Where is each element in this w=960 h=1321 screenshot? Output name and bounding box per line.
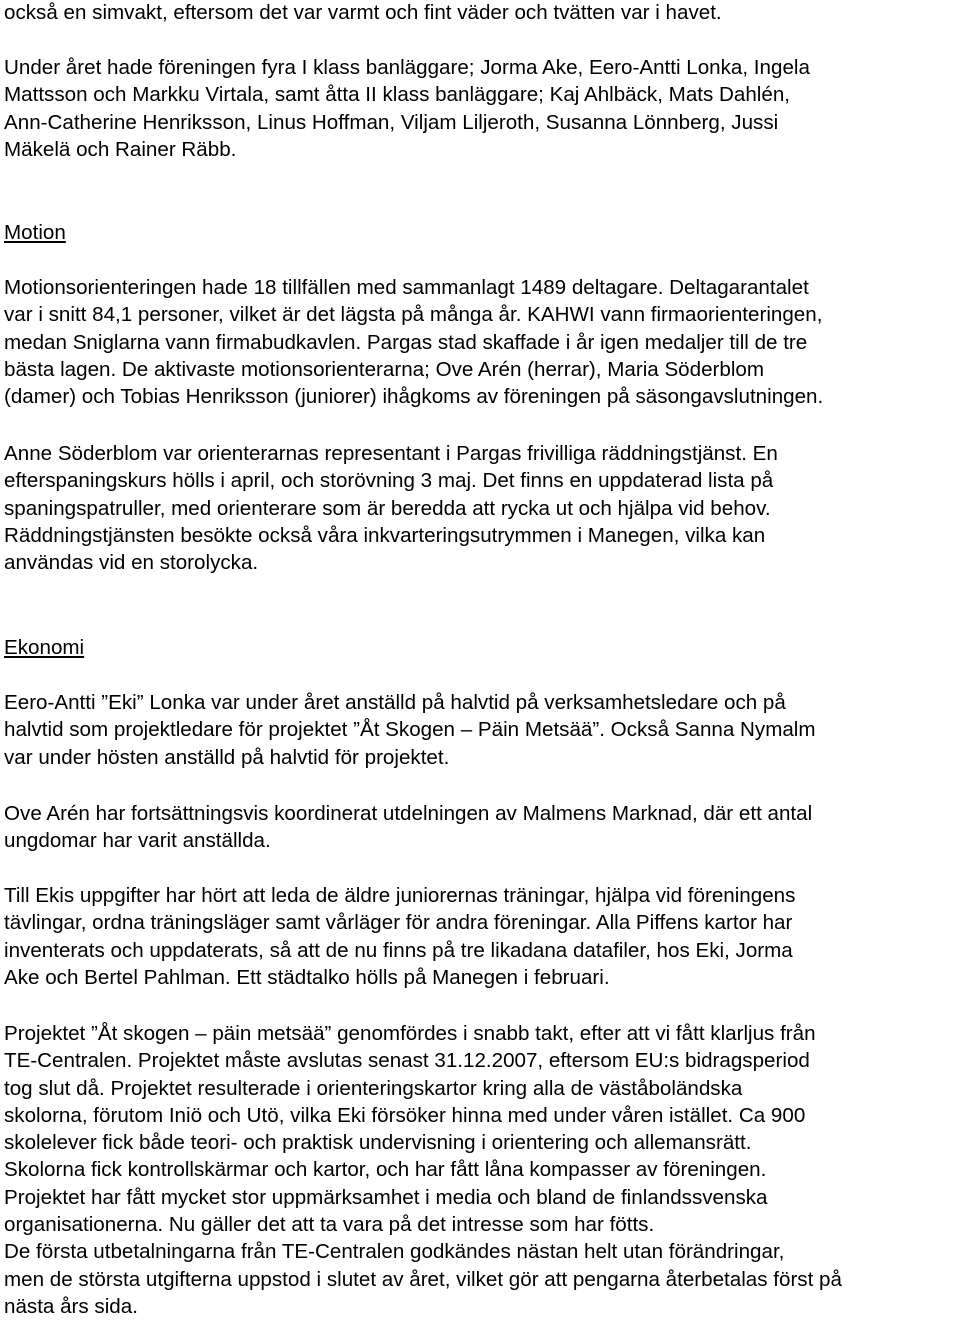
ekonomi-paragraph-3: Till Ekis uppgifter har hört att leda de äldre juniorernas träningar, hjälpa vid föreningens tävlingar, ordna träningsläger samt vårläger för andra föreningar. Alla Piffens kartor har inventerats och uppdaterats, så att de nu finns på tre likadana datafiler, hos Eki, Jorma Ake och Bertel Pahlman. Ett städtalko hölls på Manegen i februari. <box>4 884 796 989</box>
motion-paragraph-2: Anne Söderblom var orienterarnas representant i Pargas frivilliga räddningstjänst. En efterspaningskurs hölls i april, och storövning 3 maj. Det finns en uppdaterad lista på spaningspatruller, med orienterare som är beredda att rycka ut och hjälpa vid behov. Räddningstjänsten besökte också våra inkvarteringsutrymmen i Manegen, vilka kan användas vid en storolycka. <box>4 442 778 575</box>
ekonomi-paragraph-4: Projektet ”Åt skogen – päin metsää” genomfördes i snabb takt, efter att vi fått klarljus från TE-Centralen. Projektet måste avslutas senast 31.12.2007, eftersom EU:s bidragsperiod tog slut då. Projektet resulterade i orienteringskartor kring alla de väståboländska skolorna, förutom Iniö och Utö, vilka Eki försöker hinna med under våren istället. Ca 900 skolelever fick både teori- och praktisk undervisning i orientering och allemansrätt. Skolorna fick kontrollskärmar och kartor, och har fått låna kompasser av föreningen. Projektet har fått mycket stor uppmärksamhet i media och bland de finlandssvenska organisationerna. Nu gäller det att ta vara på det intresse som har fötts. De första utbetalningarna från TE-Centralen godkändes nästan helt utan förändringar, men de största utgifterna uppstod i slutet av året, vilket gör att pengarna återbetalas först på nästa års sida. <box>4 1022 842 1318</box>
ekonomi-paragraph-1: Eero-Antti ”Eki” Lonka var under året anställd på halvtid på verksamhetsledare och på halvtid som projektledare för projektet ”Åt Skogen – Päin Metsää”. Också Sanna Nymalm var under hösten anställd på halvtid för projektet. <box>4 691 816 769</box>
ekonomi-paragraph-2: Ove Arén har fortsättningsvis koordinerat utdelningen av Malmens Marknad, där ett antal ungdomar har varit anställda. <box>4 802 813 853</box>
motion-heading: Motion <box>4 221 66 244</box>
ekonomi-heading: Ekonomi <box>4 636 85 659</box>
intro-fragment-paragraph: också en simvakt, eftersom det var varmt och fint väder och tvätten var i havet. <box>4 1 722 24</box>
motion-paragraph-1: Motionsorienteringen hade 18 tillfällen med sammanlagt 1489 deltagare. Deltagarantalet var i snitt 84,1 personer, vilket är det lägsta på många år. KAHWI vann firmaorienteringen, medan Sniglarna vann firmabudkavlen. Pargas stad skaffade i år igen medaljer till de tre bästa lagen. De aktivaste motionsorienterarna; Ove Arén (herrar), Maria Söderblom (damer) och Tobias Henriksson (juniorer) ihågkoms av föreningen på säsongavslutningen. <box>4 276 824 409</box>
banlaggare-paragraph: Under året hade föreningen fyra I klass banläggare; Jorma Ake, Eero-Antti Lonka, Ingela Mattsson och Markku Virtala, samt åtta II klass banläggare; Kaj Ahlbäck, Mats Dahlén, Ann-Catherine Henriksson, Linus Hoffman, Viljam Liljeroth, Susanna Lönnberg, Jussi Mäkelä och Rainer Räbb. <box>4 56 810 161</box>
